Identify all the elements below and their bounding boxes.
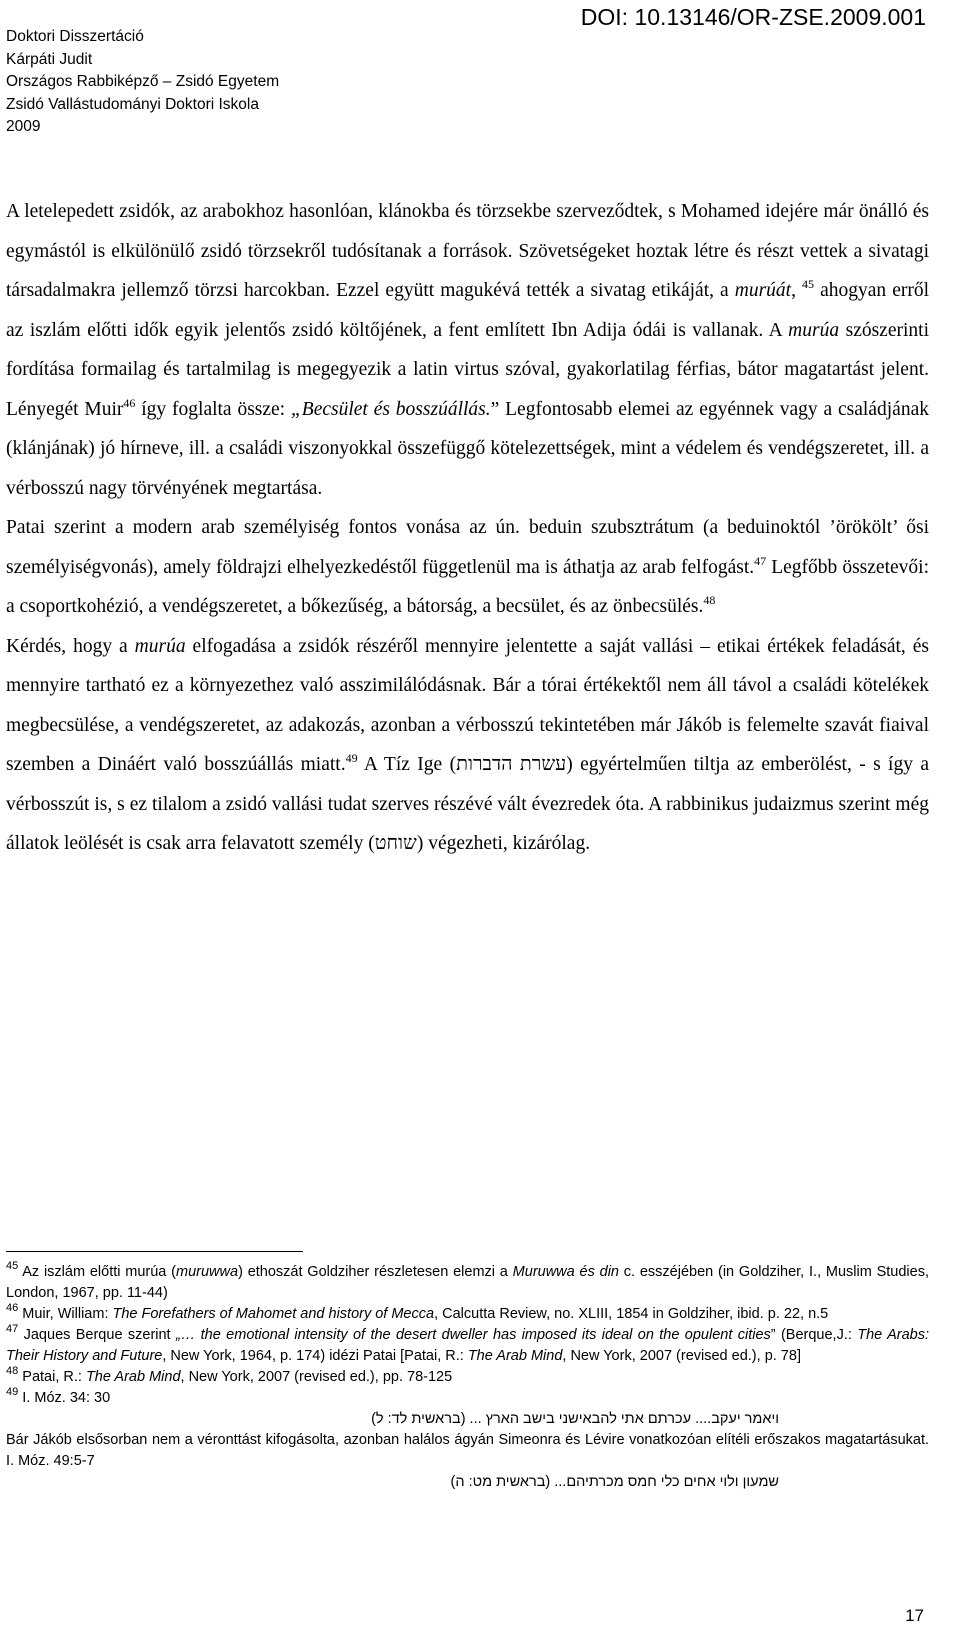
text-run: I. Móz. 34: 30	[18, 1390, 111, 1406]
text-run: ) ethoszát Goldziher részletesen elemzi a	[238, 1264, 513, 1280]
footnote-ref[interactable]: 49	[345, 751, 358, 765]
text-run: ) egyértelműen tiltja az emberölést, - s így a vérbosszút is, s ez tilalom a zsidó vallási tudat szerves részévé vált évezredek óta. A rabbinikus judaizmus szerint még állatok leölését is csak arra felavatott személy (	[6, 754, 929, 854]
footnote-ref[interactable]: 46	[123, 395, 136, 410]
hebrew-quote: ויאמר יעקב.... עכרתם אתי להבאישני בישב הארץ ... (בראשית לד: ל)	[371, 1411, 779, 1427]
text-run: A Tíz Ige (	[357, 754, 457, 775]
hebrew-term: עשרת הדברות	[456, 754, 567, 775]
text-run: ” Legfontosabb elemei az egyénnek vagy a családjának (klánjának) jó hírneve, ill. a családi viszonyokkal összefüggő kötelezettségek, mint a védelem és vendégszeretet, ill. a vérbosszú nagy törvényének megtartása.	[6, 398, 929, 499]
italic-title: The Arab Mind	[467, 1348, 563, 1364]
italic-term: murúa	[134, 635, 186, 657]
text-run: szószerinti fordítása formailag és tartalmilag is megegyezik a latin virtus szóval, gyakorlatilag férfias, bátor magatartást jelent. Lényegét Muir	[6, 319, 929, 420]
italic-quote: „… the emotional intensity of the desert dweller has imposed its ideal on the opulent cities	[175, 1327, 771, 1343]
footnote-ref[interactable]: 45	[802, 277, 815, 291]
footnote-number: 45	[6, 1260, 19, 1272]
text-run: c. esszéjében (in Goldziher, I., Muslim Studies, London, 1967, pp. 11-44)	[6, 1264, 929, 1301]
footnote-49	[6, 1388, 929, 1409]
text-run: Legfőbb összetevői: a csoportkohézió, a vendégszeretet, a bőkezűség, a bátorság, a becsület, és az önbecsülés.	[6, 556, 929, 617]
text-run: Muir, William:	[18, 1306, 113, 1322]
header-line: Országos Rabbiképző – Zsidó Egyetem	[6, 73, 280, 90]
footnote-ref[interactable]: 48	[703, 593, 716, 607]
page-number: 17	[905, 1606, 924, 1625]
footnote-49-continued: Bár Jákób elsősorban nem a véronttást kifogásolta, azonban halálos ágyán Simeonra és Lévire vonatkozóan elítéli erőszakos magatartásukat. I. Móz. 49:5-7	[6, 1432, 929, 1469]
document-header	[6, 26, 279, 139]
footnote-number: 47	[6, 1323, 19, 1335]
paragraph-3	[6, 627, 929, 864]
footnote-number: 49	[6, 1386, 19, 1398]
footnote-separator	[6, 1251, 303, 1252]
text-run: elfogadása a zsidók részéről mennyire jelentette a saját vallási – etikai értékek feladását, és mennyire tartható ez a környezethez való asszimilálódásnak. Bár a tórai értékektől nem áll távol a családi kötelékek megbecsülése, a vendégszeretet, az adakozás, azonban a vérbosszú tekintetében már Jákób is felemelte szavát fiaival szemben a Dináért való bosszúállás miatt.	[6, 635, 929, 775]
italic-title: Muruwwa és din	[512, 1264, 619, 1280]
header-line: Doktori Disszertáció	[6, 28, 144, 45]
text-run: így foglalta össze:	[135, 398, 291, 420]
italic-term: murúa	[788, 319, 840, 341]
text-run: , Calcutta Review, no. XLIII, 1854 in Goldziher, ibid. p. 22, n.5	[434, 1306, 829, 1322]
header-line: 2009	[6, 118, 41, 135]
footnote-45	[6, 1262, 929, 1304]
hebrew-term: שוחט	[374, 833, 417, 854]
text-run: , New York, 2007 (revised ed.), pp. 78-125	[180, 1369, 453, 1385]
italic-title: The Arabs: Their History and Future	[6, 1327, 929, 1364]
footnote-48	[6, 1367, 929, 1388]
text-run: ) végezheti, kizárólag.	[416, 833, 591, 854]
doi-header: DOI: 10.13146/OR-ZSE.2009.001	[580, 4, 926, 30]
text-run: Az iszlám előtti murúa (	[18, 1264, 177, 1280]
italic-title: The Forefathers of Mahomet and history of Mecca	[112, 1306, 435, 1322]
italic-term: murúát	[734, 280, 792, 301]
body-text	[6, 192, 929, 864]
text-run: Patai, R.:	[18, 1369, 86, 1385]
italic-quote: „Becsület és bosszúállás.	[290, 398, 491, 420]
header-line: Zsidó Vallástudományi Doktori Iskola	[6, 95, 259, 113]
footnote-47	[6, 1325, 929, 1367]
text-run: ” (Berque,J.:	[770, 1327, 858, 1343]
text-run: A letelepedett zsidók, az arabokhoz hasonlóan, klánokba és törzsekbe szerveződtek, s Mohamed idejére már önálló és egymástól is elkülönülő zsidó törzsekről tudósítanak a források. Szövetségeket hoztak létre és részt vettek a sivatagi társadalmakra jellemző törzsi harcokban. Ezzel együtt magukévá tették a sivatag etikáját, a	[6, 201, 929, 301]
footnote-46	[6, 1304, 929, 1325]
hebrew-quote: שמעון ולוי אחים כלי חמס מכרתיהם... (בראשית מט: ה)	[450, 1474, 779, 1490]
footnote-number: 48	[6, 1365, 19, 1377]
text-run: , New York, 1964, p. 174) idézi Patai [Patai, R.:	[162, 1348, 468, 1364]
text-run: Patai szerint a modern arab személyiség fontos vonása az ún. beduin szubsztrátum (a beduinoktól ’örökölt’ ősi személyiségvonás), amely földrajzi elhelyezkedéstől függetlenül ma is áthatja az arab felfogást.	[6, 517, 929, 578]
paragraph-1	[6, 192, 929, 508]
footnotes	[6, 1262, 929, 1493]
italic-term: muruwwa	[176, 1264, 239, 1280]
text-run: , New York, 2007 (revised ed.), p. 78]	[562, 1348, 801, 1364]
footnote-ref[interactable]: 47	[754, 553, 767, 568]
text-run: Jaques Berque szerint	[18, 1327, 176, 1343]
header-line: Kárpáti Judit	[6, 50, 93, 68]
paragraph-2	[6, 508, 929, 627]
text-run: ,	[791, 280, 803, 301]
text-run: ahogyan erről az iszlám előtti idők egyik jelentős zsidó költőjének, a fent említett Ibn Adija ódái is vallanak. A	[6, 280, 930, 341]
italic-title: The Arab Mind	[85, 1369, 181, 1385]
footnote-number: 46	[6, 1302, 19, 1314]
text-run: Kérdés, hogy a	[6, 635, 135, 657]
